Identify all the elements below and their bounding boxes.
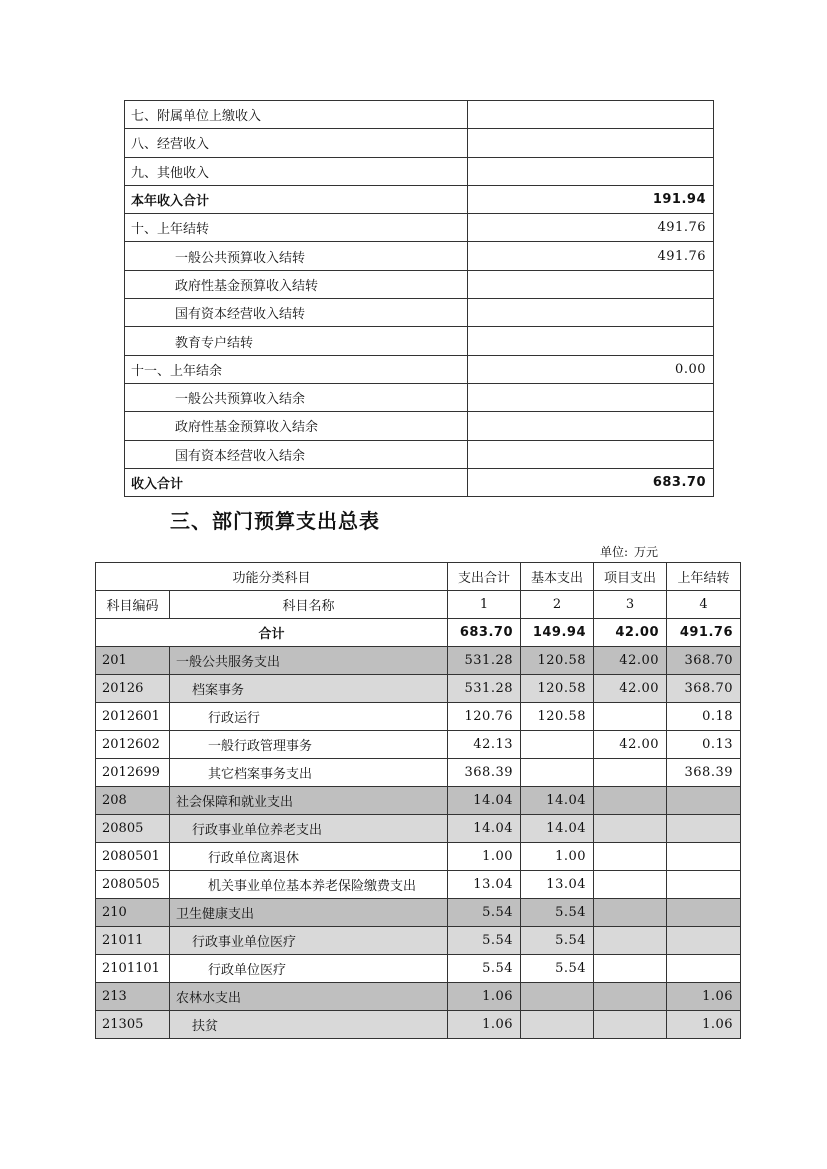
header-row (96, 591, 741, 619)
total-project: 42.00 (594, 619, 667, 647)
cell-basic: 120.58 (521, 647, 594, 675)
cell-name: 行政运行 (170, 703, 448, 731)
row-value (468, 327, 714, 355)
table-row (96, 843, 741, 871)
cell-code: 213 (96, 983, 170, 1011)
cell-project (594, 787, 667, 815)
row-label: 政府性基金预算收入结余 (125, 412, 468, 440)
cell-carryover: 1.06 (667, 983, 741, 1011)
row-value (468, 383, 714, 411)
cell-total: 368.39 (448, 759, 521, 787)
row-value (468, 157, 714, 185)
cell-name: 扶贫 (170, 1011, 448, 1039)
cell-basic: 14.04 (521, 787, 594, 815)
header-basic: 基本支出 (521, 563, 594, 591)
header-total: 支出合计 (448, 563, 521, 591)
cell-name: 农林水支出 (170, 983, 448, 1011)
header-row (96, 563, 741, 591)
cell-carryover (667, 843, 741, 871)
cell-carryover: 0.18 (667, 703, 741, 731)
table-row (125, 101, 714, 129)
total-label: 合计 (96, 619, 448, 647)
row-value (468, 129, 714, 157)
cell-code: 2080501 (96, 843, 170, 871)
cell-basic (521, 1011, 594, 1039)
row-value (468, 440, 714, 468)
table-row (96, 675, 741, 703)
cell-basic: 120.58 (521, 703, 594, 731)
cell-total: 13.04 (448, 871, 521, 899)
cell-code: 210 (96, 899, 170, 927)
row-value: 191.94 (468, 185, 714, 213)
cell-basic: 5.54 (521, 899, 594, 927)
table-row (96, 899, 741, 927)
cell-carryover (667, 815, 741, 843)
cell-carryover (667, 871, 741, 899)
header-category: 功能分类科目 (96, 563, 448, 591)
cell-carryover: 368.70 (667, 647, 741, 675)
row-label: 政府性基金预算收入结转 (125, 270, 468, 298)
table-row (96, 759, 741, 787)
table-row (96, 1011, 741, 1039)
cell-basic (521, 983, 594, 1011)
table-row (96, 703, 741, 731)
cell-name: 档案事务 (170, 675, 448, 703)
cell-basic: 14.04 (521, 815, 594, 843)
cell-project: 42.00 (594, 731, 667, 759)
header-code: 科目编码 (96, 591, 170, 619)
table-row (96, 647, 741, 675)
cell-basic (521, 759, 594, 787)
total-row (96, 619, 741, 647)
cell-code: 201 (96, 647, 170, 675)
cell-name: 行政事业单位医疗 (170, 927, 448, 955)
cell-name: 行政单位离退休 (170, 843, 448, 871)
cell-code: 208 (96, 787, 170, 815)
cell-project (594, 843, 667, 871)
cell-name: 一般行政管理事务 (170, 731, 448, 759)
row-label: 七、附属单位上缴收入 (125, 101, 468, 129)
cell-project (594, 815, 667, 843)
header-name: 科目名称 (170, 591, 448, 619)
cell-total: 531.28 (448, 675, 521, 703)
cell-total: 5.54 (448, 955, 521, 983)
cell-project: 42.00 (594, 675, 667, 703)
row-value: 491.76 (468, 242, 714, 270)
cell-name: 卫生健康支出 (170, 899, 448, 927)
header-project: 项目支出 (594, 563, 667, 591)
cell-basic: 5.54 (521, 955, 594, 983)
cell-basic: 13.04 (521, 871, 594, 899)
cell-carryover: 368.70 (667, 675, 741, 703)
row-value: 683.70 (468, 468, 714, 496)
cell-carryover: 368.39 (667, 759, 741, 787)
table-row (125, 355, 714, 383)
cell-carryover (667, 899, 741, 927)
row-value (468, 299, 714, 327)
table-row (96, 983, 741, 1011)
expense-table (95, 562, 741, 1039)
table-row (96, 815, 741, 843)
table-row (125, 157, 714, 185)
cell-carryover (667, 927, 741, 955)
income-table (124, 100, 714, 497)
table-row (125, 214, 714, 242)
cell-code: 21011 (96, 927, 170, 955)
cell-carryover (667, 787, 741, 815)
cell-code: 2012601 (96, 703, 170, 731)
header-carryover: 上年结转 (667, 563, 741, 591)
cell-name: 社会保障和就业支出 (170, 787, 448, 815)
header-col-2: 2 (521, 591, 594, 619)
cell-total: 5.54 (448, 899, 521, 927)
row-value: 491.76 (468, 214, 714, 242)
section-title: 三、部门预算支出总表 (170, 509, 380, 533)
cell-total: 14.04 (448, 815, 521, 843)
row-value (468, 101, 714, 129)
cell-basic (521, 731, 594, 759)
cell-project (594, 983, 667, 1011)
table-row (125, 299, 714, 327)
row-label: 教育专户结转 (125, 327, 468, 355)
cell-project (594, 955, 667, 983)
cell-name: 机关事业单位基本养老保险缴费支出 (170, 871, 448, 899)
header-col-3: 3 (594, 591, 667, 619)
table-row (96, 955, 741, 983)
cell-code: 2101101 (96, 955, 170, 983)
cell-basic: 120.58 (521, 675, 594, 703)
cell-basic: 1.00 (521, 843, 594, 871)
cell-name: 一般公共服务支出 (170, 647, 448, 675)
table-row (125, 327, 714, 355)
cell-name: 行政事业单位养老支出 (170, 815, 448, 843)
table-row (96, 871, 741, 899)
cell-total: 120.76 (448, 703, 521, 731)
cell-code: 20805 (96, 815, 170, 843)
cell-total: 14.04 (448, 787, 521, 815)
cell-total: 1.06 (448, 983, 521, 1011)
cell-project (594, 927, 667, 955)
cell-total: 531.28 (448, 647, 521, 675)
total-basic: 149.94 (521, 619, 594, 647)
income-grand-total-row (125, 468, 714, 496)
cell-carryover: 1.06 (667, 1011, 741, 1039)
table-row (96, 787, 741, 815)
cell-code: 21305 (96, 1011, 170, 1039)
row-label: 收入合计 (125, 468, 468, 496)
unit-label (600, 543, 658, 560)
cell-carryover: 0.13 (667, 731, 741, 759)
cell-code: 2080505 (96, 871, 170, 899)
row-value: 0.00 (468, 355, 714, 383)
row-label: 八、经营收入 (125, 129, 468, 157)
cell-total: 1.00 (448, 843, 521, 871)
total-carryover: 491.76 (667, 619, 741, 647)
table-row (125, 440, 714, 468)
table-row (96, 927, 741, 955)
cell-code: 2012699 (96, 759, 170, 787)
table-row (125, 129, 714, 157)
row-label: 一般公共预算收入结转 (125, 242, 468, 270)
cell-project (594, 703, 667, 731)
cell-project: 42.00 (594, 647, 667, 675)
row-label: 本年收入合计 (125, 185, 468, 213)
cell-total: 42.13 (448, 731, 521, 759)
row-label: 九、其他收入 (125, 157, 468, 185)
cell-code: 2012602 (96, 731, 170, 759)
table-row (125, 383, 714, 411)
header-col-4: 4 (667, 591, 741, 619)
total-total: 683.70 (448, 619, 521, 647)
row-value (468, 412, 714, 440)
row-label: 十一、上年结余 (125, 355, 468, 383)
cell-code: 20126 (96, 675, 170, 703)
unit-value: 万元 (634, 545, 659, 559)
row-label: 国有资本经营收入结余 (125, 440, 468, 468)
table-row (125, 270, 714, 298)
row-label: 一般公共预算收入结余 (125, 383, 468, 411)
cell-name: 行政单位医疗 (170, 955, 448, 983)
row-value (468, 270, 714, 298)
row-label: 国有资本经营收入结转 (125, 299, 468, 327)
header-col-1: 1 (448, 591, 521, 619)
table-row (125, 412, 714, 440)
annual-income-total-row (125, 185, 714, 213)
cell-total: 1.06 (448, 1011, 521, 1039)
cell-project (594, 1011, 667, 1039)
cell-total: 5.54 (448, 927, 521, 955)
cell-project (594, 899, 667, 927)
cell-basic: 5.54 (521, 927, 594, 955)
cell-project (594, 759, 667, 787)
table-row (96, 731, 741, 759)
unit-label-text: 单位: (600, 545, 629, 559)
cell-carryover (667, 955, 741, 983)
row-label: 十、上年结转 (125, 214, 468, 242)
table-row (125, 242, 714, 270)
cell-project (594, 871, 667, 899)
cell-name: 其它档案事务支出 (170, 759, 448, 787)
